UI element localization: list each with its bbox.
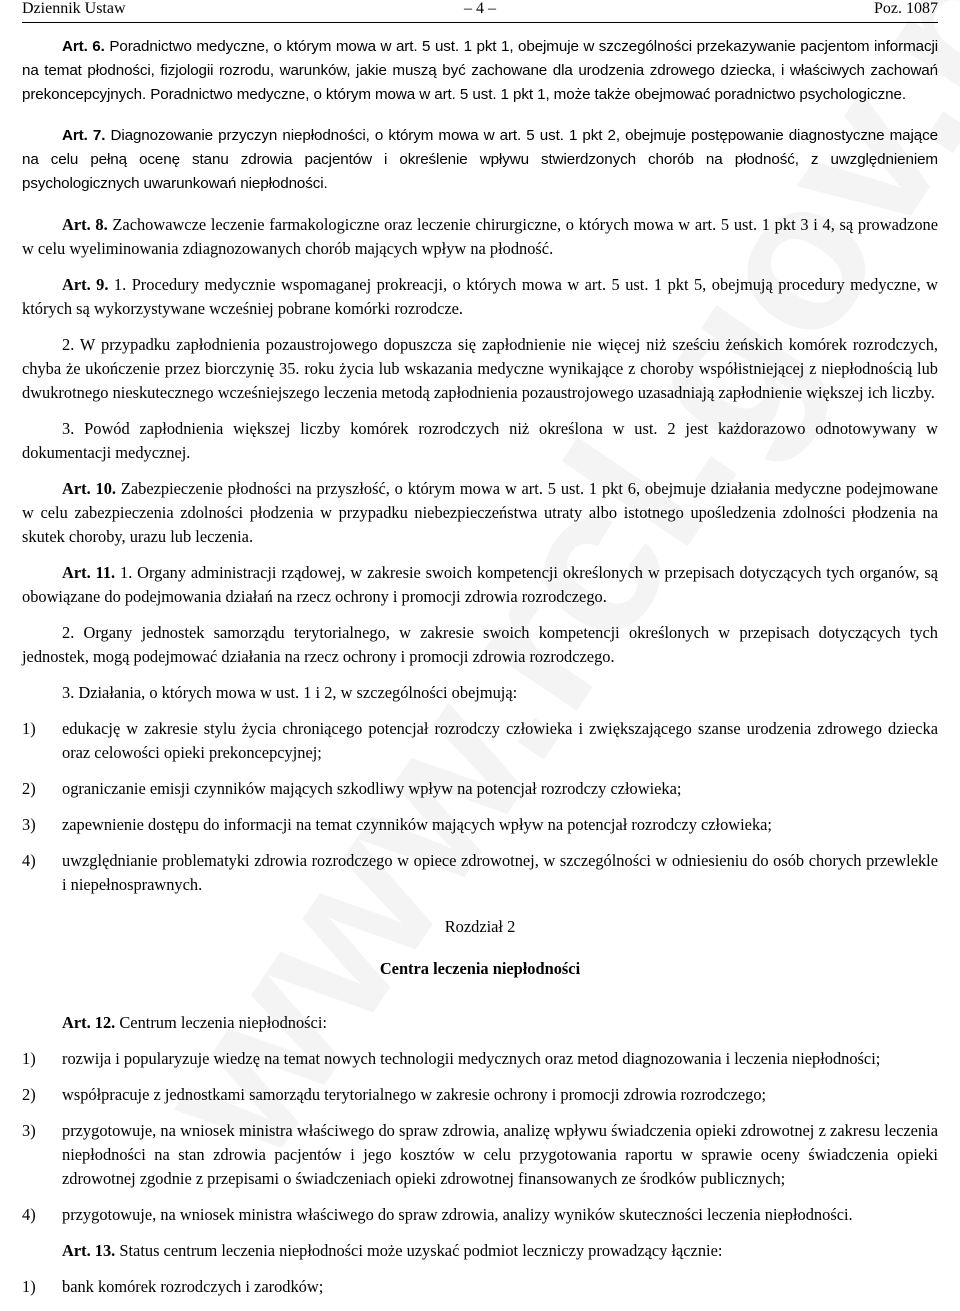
list-item [22, 1047, 938, 1071]
list-item-number: 1) [22, 719, 36, 738]
list-item-number: 4) [22, 851, 36, 870]
article-number: Art. 6. [62, 38, 105, 55]
list-item-text: zapewnienie dostępu do informacji na temat czynników mających wpływ na potencjał rozrodczy człowieka; [62, 815, 772, 834]
article-number: Art. 10. [62, 479, 117, 498]
article-text: 1. Organy administracji rządowej, w zakresie swoich kompetencji określonych w przepisach dotyczących tych organów, są obowiązane do podejmowania działań na rzecz ochrony i promocji zdrowia rozrodczego. [22, 563, 938, 606]
list-item-number: 3) [22, 815, 36, 834]
chapter-title: Centra leczenia niepłodności [379, 959, 581, 978]
article-8 [22, 213, 938, 261]
article-10 [22, 477, 938, 549]
article-6 [22, 35, 938, 107]
article-number: Art. 11. [62, 563, 116, 582]
article-number: Art. 13. [62, 1241, 116, 1260]
list-item-text: rozwija i popularyzuje wiedzę na temat nowych technologii medycznych oraz metod diagnozowania i leczenia niepłodności; [62, 1049, 881, 1068]
list-item-text: edukację w zakresie stylu życia chroniącego potencjał rozrodczy człowieka i zwiększającego szanse urodzenia zdrowego dziecka oraz celowości opieki prekoncepcyjnej; [62, 719, 938, 762]
list-item-number: 2) [22, 779, 36, 798]
article-number: Art. 7. [62, 127, 106, 144]
list-item [22, 1275, 938, 1299]
article-number: Art. 9. [62, 275, 109, 294]
article-11-paragraph-3: 3. Działania, o których mowa w ust. 1 i 2, w szczególności obejmują: [62, 683, 518, 702]
article-text: Poradnictwo medyczne, o którym mowa w art. 5 ust. 1 pkt 1, obejmuje w szczególności przekazywanie pacjentom informacji na temat płodności, fizjologii rozrodu, warunków, jakie muszą być zachowane dla urodzenia zdrowego dziecka, i właściwych zachowań prekoncepcyjnych. Poradnictwo medyczne, o którym mowa w art. 5 ust. 1 pkt 1, może także obejmować poradnictwo psychologiczne. [22, 38, 939, 103]
list-item-number: 3) [22, 1121, 36, 1140]
list-item [22, 849, 938, 897]
article-number: Art. 8. [62, 215, 108, 234]
list-item [22, 1083, 938, 1107]
article-text: 1. Procedury medycznie wspomaganej prokreacji, o których mowa w art. 5 ust. 1 pkt 5, obejmują procedury medyczne, w których są wykorzystywane wcześniej pobrane komórki rozrodcze. [22, 275, 938, 318]
list-item-number: 1) [22, 1049, 36, 1068]
list-item-number: 4) [22, 1205, 36, 1224]
page-header [22, 0, 938, 23]
article-text: Zachowawcze leczenie farmakologiczne oraz leczenie chirurgiczne, o których mowa w art. 5 ust. 1 pkt 3 i 4, są prowadzone w celu wyeliminowania zdiagnozowanych chorób mających wpływ na płodność. [22, 215, 938, 258]
list-item [22, 777, 938, 801]
list-item [22, 1203, 938, 1227]
list-item [22, 1119, 938, 1191]
list-item-text: współpracuje z jednostkami samorządu terytorialnego w zakresie ochrony i promocji zdrowia rozrodczego; [62, 1085, 767, 1104]
list-item-text: przygotowuje, na wniosek ministra właściwego do spraw zdrowia, analizę wpływu świadczenia opieki zdrowotnej z zakresu leczenia niepłodności na stan zdrowia pacjentów i jego kosztów w celu przygotowania raportu w sprawie oceny świadczenia opieki zdrowotnej zgodnie z przepisami o świadczeniach opieki zdrowotnej finansowanych ze środków publicznych; [62, 1121, 938, 1188]
list-item-number: 1) [22, 1277, 36, 1296]
article-text: Centrum leczenia niepłodności: [119, 1013, 327, 1032]
article-9-paragraph-2: 2. W przypadku zapłodnienia pozaustrojowego dopuszcza się zapłodnienie nie więcej niż sześciu żeńskich komórek rozrodczych, chyba że ukończenie przez biorczynię 35. roku życia lub wskazania medyczne wynikające z choroby współistniejącej z niepłodnością lub dwukrotnego nieskutecznego wcześniejszego leczenia metodą zapłodnienia pozaustrojowego uzasadniają zapłodnienie większej ich liczby. [22, 335, 938, 402]
list-item-text: ograniczanie emisji czynników mających szkodliwy wpływ na potencjał rozrodczy człowieka; [62, 779, 682, 798]
article-text: Zabezpieczenie płodności na przyszłość, o którym mowa w art. 5 ust. 1 pkt 6, obejmuje działania medyczne podejmowane w celu zabezpieczenia zdolności płodzenia w przypadku niebezpieczeństwa utraty albo istotnego upośledzenia zdolności płodzenia na skutek choroby, urazu lub leczenia. [22, 479, 938, 546]
article-9-paragraph-1 [22, 273, 938, 321]
list-item [22, 813, 938, 837]
article-9-paragraph-3: 3. Powód zapłodnienia większej liczby komórek rozrodczych niż określona w ust. 2 jest każdorazowo odnotowywany w dokumentacji medycznej. [22, 419, 938, 462]
article-number: Art. 12. [62, 1013, 116, 1032]
article-13 [22, 1239, 938, 1263]
document-body [22, 35, 938, 1299]
list-item-text: przygotowuje, na wniosek ministra właściwego do spraw zdrowia, analizy wyników skuteczności leczenia niepłodności. [62, 1205, 853, 1224]
chapter-label: Rozdział 2 [444, 917, 516, 936]
article-text: Diagnozowanie przyczyn niepłodności, o którym mowa w art. 5 ust. 1 pkt 2, obejmuje postępowanie diagnostyczne mające na celu pełną ocenę stanu zdrowia pacjentów i określenie wpływu stwierdzonych chorób na płodność, z uwzględnieniem psychologicznych uwarunkowań niepłodności. [22, 127, 938, 192]
article-12 [22, 1011, 938, 1035]
list-item-text: bank komórek rozrodczych i zarodków; [62, 1277, 324, 1296]
list-item-number: 2) [22, 1085, 36, 1104]
list-item-text: uwzględnianie problematyki zdrowia rozrodczego w opiece zdrowotnej, w szczególności w odniesieniu do osób chorych przewlekle i niepełnosprawnych. [62, 851, 938, 894]
journal-name: Dziennik Ustaw [22, 0, 126, 17]
list-item [22, 717, 938, 765]
article-11-paragraph-1 [22, 561, 938, 609]
position-number: Poz. 1087 [874, 0, 938, 17]
page-number: – 4 – [464, 0, 496, 17]
article-11-paragraph-2: 2. Organy jednostek samorządu terytorialnego, w zakresie swoich kompetencji określonych w przepisach dotyczących tych jednostek, mogą podejmować działania na rzecz ochrony i promocji zdrowia rozrodczego. [22, 623, 938, 666]
article-7 [22, 124, 938, 196]
article-text: Status centrum leczenia niepłodności może uzyskać podmiot leczniczy prowadzący łącznie: [119, 1241, 723, 1260]
